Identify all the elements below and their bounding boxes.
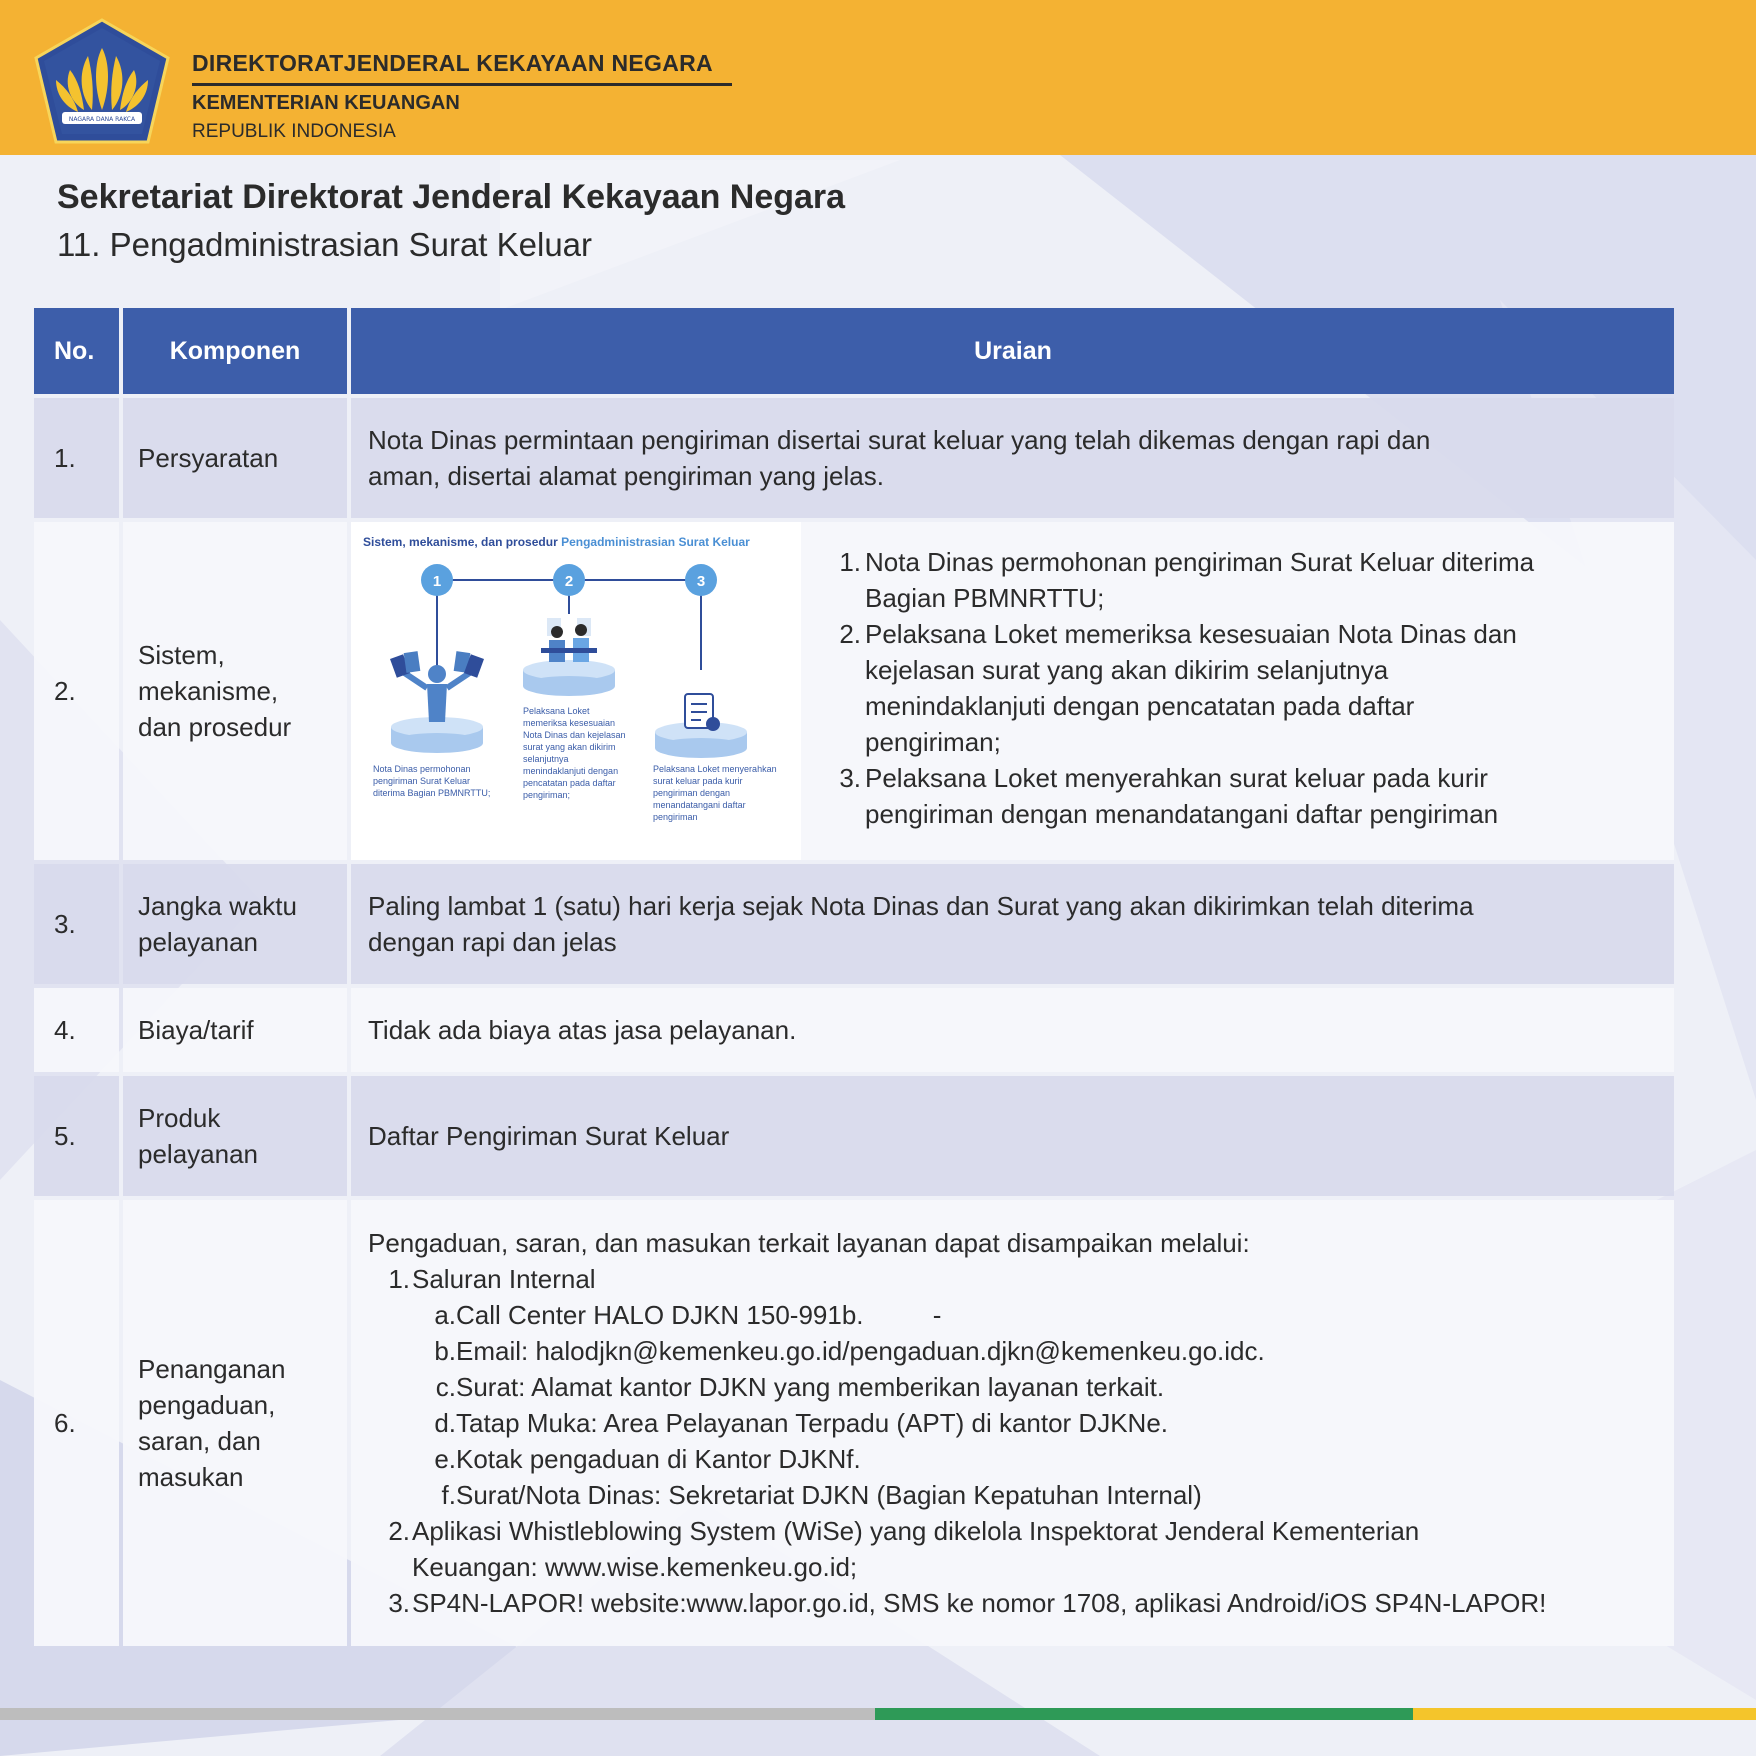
channel-internal: 1. Saluran Internal (388, 1264, 596, 1294)
person-documents-icon (390, 651, 484, 753)
svg-text:pencatatan pada daftar: pencatatan pada daftar (523, 778, 616, 788)
channel-lapor: 3. SP4N-LAPOR! website:www.lapor.go.id, SMS ke nomor 1708, aplikasi Android/iOS SP4N-LAPOR! (388, 1588, 1547, 1618)
svg-text:surat yang akan dikirim: surat yang akan dikirim (523, 742, 616, 752)
svg-text:Nota Dinas dan kejelasan: Nota Dinas dan kejelasan (523, 730, 626, 740)
procedure-step: 1. Nota Dinas permohonan pengiriman Surat Keluar diterima Bagian PBMNRTTU; (839, 547, 1535, 613)
step-marker-2 (553, 564, 585, 596)
org-line3: REPUBLIK INDONESIA (192, 121, 396, 142)
footer-stripe-gray (0, 1708, 875, 1720)
complaint-channels (368, 1203, 1546, 1643)
channel-item: b. Email: halodjkn@kemenkeu.go.id/pengaduan.djkn@kemenkeu.go.idc. (434, 1336, 1265, 1366)
table-header-row (34, 308, 1674, 394)
table-row-sistem (34, 522, 1674, 860)
footer-stripe-green (875, 1708, 1413, 1720)
row-komponen: Persyaratan (123, 398, 347, 518)
row-number: 3. (34, 864, 119, 984)
table-row-biaya (34, 988, 1674, 1072)
svg-text:Pelaksana Loket: Pelaksana Loket (523, 706, 590, 716)
page-subtitle: 11. Pengadministrasian Surat Keluar (57, 226, 593, 263)
svg-text:Pelaksana Loket menyerahkan: Pelaksana Loket menyerahkan (653, 764, 777, 774)
row-uraian (351, 398, 1674, 518)
svg-text:1: 1 (432, 573, 442, 590)
svg-text:diterima Bagian PBMNRTTU;: diterima Bagian PBMNRTTU; (373, 788, 491, 798)
table-row-jangka-waktu (34, 864, 1674, 984)
svg-text:3: 3 (696, 573, 706, 590)
svg-text:menandatangani daftar: menandatangani daftar (653, 800, 746, 810)
svg-text:pengiriman;: pengiriman; (523, 790, 571, 800)
service-table (34, 308, 1674, 1650)
row-uraian (351, 1200, 1674, 1646)
row-number: 2. (34, 522, 119, 860)
table-row-persyaratan (34, 398, 1674, 518)
kemenkeu-logo (34, 18, 170, 144)
svg-text:selanjutnya: selanjutnya (523, 754, 569, 764)
row-komponen: Penanganan pengaduan, saran, dan masukan (123, 1200, 347, 1646)
procedure-diagram (351, 522, 801, 860)
komponen-line: mekanisme, (138, 676, 279, 706)
org-line2: KEMENTERIAN KEUANGAN (192, 92, 460, 114)
uraian-line: Nota Dinas permintaan pengiriman disertai surat keluar yang telah dikemas dengan rapi dan (368, 425, 1431, 455)
svg-text:pengiriman dengan: pengiriman dengan (653, 788, 731, 798)
step3-caption (653, 764, 777, 822)
staff-checking-icon (523, 618, 615, 696)
header-no: No. (34, 308, 119, 394)
procedure-steps (805, 522, 1674, 860)
page-title: Sekretariat Direktorat Jenderal Kekayaan Negara (57, 178, 846, 216)
komponen-line: Sistem, (138, 640, 225, 670)
procedure-illustration (351, 522, 801, 860)
row-number: 1. (34, 398, 119, 518)
channel-wise: 2. Aplikasi Whistleblowing System (WiSe) yang dikelola Inspektorat Jenderal Kementerian Keuangan: www.wise.kemenkeu.go.id; (388, 1516, 1420, 1582)
header-bar (0, 0, 1756, 155)
table-row-produk (34, 1076, 1674, 1196)
table-row-pengaduan (34, 1200, 1674, 1646)
channel-item: e. Kotak pengaduan di Kantor DJKNf. (434, 1444, 861, 1474)
step-marker-3 (685, 564, 717, 596)
channel-item: c. Surat: Alamat kantor DJKN yang memberikan layanan terkait. (435, 1372, 1165, 1402)
svg-text:menindaklanjuti dengan: menindaklanjuti dengan (523, 766, 619, 776)
uraian-line: aman, disertai alamat pengiriman yang jelas. (368, 461, 884, 491)
procedure-step: 3. Pelaksana Loket menyerahkan surat keluar pada kurir pengiriman dengan menandatangani daftar pengiriman (839, 763, 1499, 829)
svg-text:pengiriman: pengiriman (653, 812, 698, 822)
komponen-line: dan prosedur (138, 712, 292, 742)
svg-text:surat keluar pada kurir: surat keluar pada kurir (653, 776, 743, 786)
step-marker-1 (421, 564, 453, 596)
svg-text:2: 2 (564, 573, 574, 590)
footer-stripe-yellow (1413, 1708, 1756, 1720)
row-number: 6. (34, 1200, 119, 1646)
step1-caption (373, 764, 490, 798)
step2-caption (523, 706, 626, 800)
organization-name (192, 50, 732, 143)
row-uraian: Tidak ada biaya atas jasa pelayanan. (351, 988, 1674, 1072)
row-uraian: Paling lambat 1 (satu) hari kerja sejak Nota Dinas dan Surat yang akan dikirimkan telah diterima dengan rapi dan jelas (351, 864, 1674, 984)
row-komponen: Produk pelayanan (123, 1076, 347, 1196)
svg-text:pengiriman Surat Keluar: pengiriman Surat Keluar (373, 776, 471, 786)
row-uraian: Daftar Pengiriman Surat Keluar (351, 1076, 1674, 1196)
row-komponen (123, 522, 347, 860)
diagram-title: Sistem, mekanisme, dan prosedur Pengadministrasian Surat Keluar (363, 535, 750, 549)
channel-item: d. Tatap Muka: Area Pelayanan Terpadu (APT) di kantor DJKNe. (434, 1408, 1169, 1438)
row-uraian (351, 522, 1674, 860)
row-komponen: Biaya/tarif (123, 988, 347, 1072)
logo-ribbon-text: NAGARA DANA RAKCA (68, 116, 136, 123)
complaint-intro: Pengaduan, saran, dan masukan terkait layanan dapat disampaikan melalui: (368, 1228, 1250, 1258)
channel-item: a. Call Center HALO DJKN 150-991b. - (434, 1300, 942, 1330)
svg-text:Nota Dinas permohonan: Nota Dinas permohonan (373, 764, 471, 774)
row-komponen: Jangka waktu pelayanan (123, 864, 347, 984)
svg-text:memeriksa kesesuaian: memeriksa kesesuaian (523, 718, 616, 728)
row-number: 4. (34, 988, 119, 1072)
checklist-icon (655, 694, 747, 758)
org-line1: DIREKTORATJENDERAL KEKAYAAN NEGARA (192, 50, 732, 86)
header-uraian: Uraian (351, 308, 1674, 394)
procedure-step: 2. Pelaksana Loket memeriksa kesesuaian Nota Dinas dan kejelasan surat yang akan dikirim selanjutnya menindaklanjuti dengan pencatatan pada daftar pengiriman; (839, 619, 1517, 757)
header-komponen: Komponen (123, 308, 347, 394)
row-number: 5. (34, 1076, 119, 1196)
channel-item: f. Surat/Nota Dinas: Sekretariat DJKN (Bagian Kepatuhan Internal) (441, 1480, 1202, 1510)
